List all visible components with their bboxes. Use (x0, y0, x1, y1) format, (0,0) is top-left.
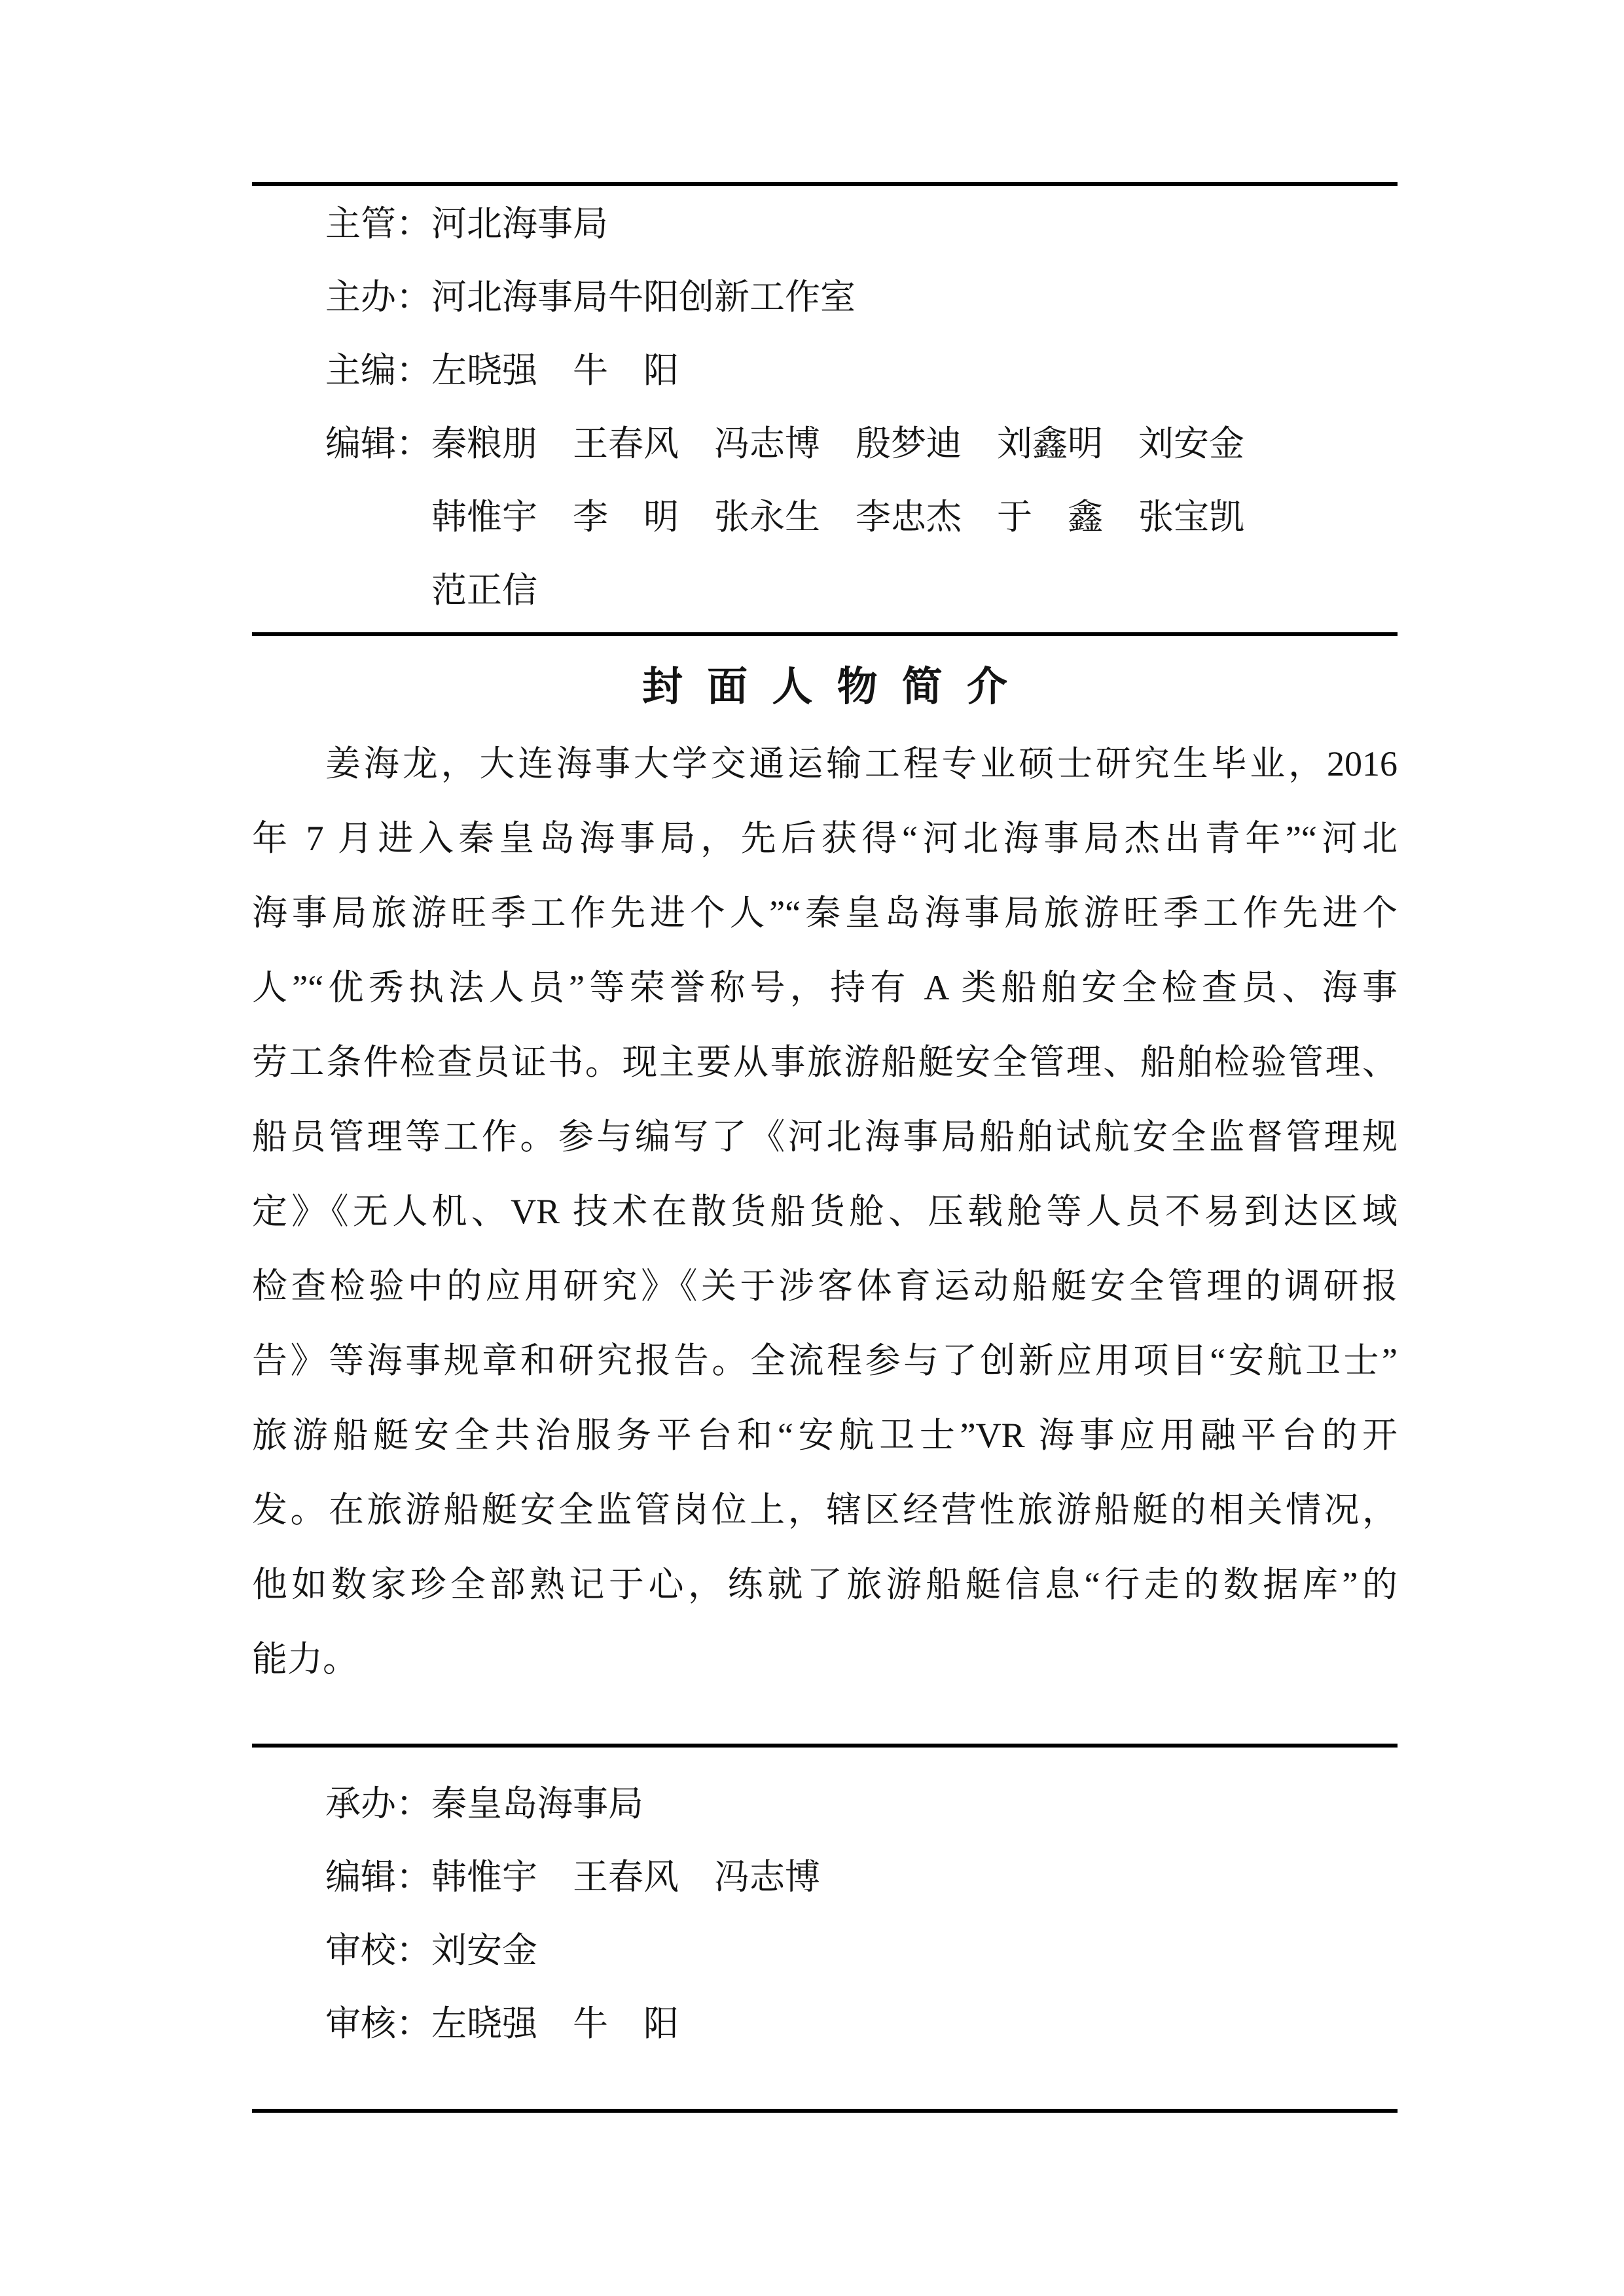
credit-value: 秦粮朋 王春风 冯志博 殷梦迪 刘鑫明 刘安金 (431, 424, 1244, 463)
profile-line: 海事局旅游旺季工作先进个人”“秦皇岛海事局旅游旺季工作先进个 (252, 893, 1398, 933)
divider-top (252, 182, 1398, 186)
masthead-row-supervisor (252, 187, 1398, 260)
divider-bottom (252, 2109, 1398, 2113)
masthead-row-organizer (252, 260, 1398, 334)
credit-value: 秦皇岛海事局 (431, 1784, 643, 1823)
credit-value: 范正信 (431, 571, 537, 610)
profile-line: 旅游船艇安全共治服务平台和“安航卫士”VR 海事应用融平台的开 (252, 1416, 1398, 1455)
profile-line: 劳工条件检查员证书。现主要从事旅游船艇安全管理、船舶检验管理、 (252, 1043, 1398, 1082)
credit-value: 左晓强 牛 阳 (431, 2004, 679, 2043)
profile-line: 船员管理等工作。参与编写了《河北海事局船舶试航安全监督管理规 (252, 1117, 1398, 1157)
masthead-row-editors-2 (252, 480, 1398, 554)
profile-line: 年 7 月进入秦皇岛海事局，先后获得“河北海事局杰出青年”“河北 (252, 819, 1398, 858)
masthead-row-chief-editor (252, 334, 1398, 407)
colophon-row-undertaker (252, 1767, 1398, 1840)
credit-value: 河北海事局牛阳创新工作室 (431, 278, 856, 317)
colophon-row-editors (252, 1840, 1398, 1914)
credit-label: 编辑： (325, 424, 431, 463)
credit-label: 主管： (325, 204, 431, 243)
profile-line: 人”“优秀执法人员”等荣誉称号，持有 A 类船舶安全检查员、海事 (252, 968, 1398, 1007)
section-title: 封面人物简介 (641, 665, 1032, 709)
divider-colophon-top (252, 1744, 1398, 1748)
profile-line: 姜海龙，大连海事大学交通运输工程专业硕士研究生毕业，2016 (325, 744, 1398, 783)
credit-value: 左晓强 牛 阳 (431, 351, 679, 390)
profile-line: 能力。 (252, 1640, 358, 1679)
profile-line: 检查检验中的应用研究》《关于涉客体育运动船艇安全管理的调研报 (252, 1266, 1398, 1306)
profile-line: 他如数家珍全部熟记于心，练就了旅游船艇信息“行走的数据库”的 (252, 1565, 1398, 1604)
credit-value: 韩惟宇 王春风 冯志博 (431, 1857, 820, 1897)
profile-paragraph (252, 726, 1398, 1696)
credit-label: 编辑： (325, 1857, 431, 1897)
masthead-row-editors-1 (252, 407, 1398, 480)
masthead-row-editors-3 (252, 554, 1398, 627)
colophon (252, 1767, 1398, 2060)
profile-line: 告》等海事规章和研究报告。全流程参与了创新应用项目“安航卫士” (252, 1341, 1398, 1380)
colophon-row-proofreader (252, 1914, 1398, 1987)
credit-value: 刘安金 (431, 1931, 537, 1970)
profile-line: 定》《无人机、VR 技术在散货船货舱、压载舱等人员不易到达区域 (252, 1192, 1398, 1231)
credit-label: 承办： (325, 1784, 431, 1823)
profile-line: 发。在旅游船艇安全监管岗位上，辖区经营性旅游船艇的相关情况， (252, 1490, 1398, 1530)
credit-label: 主办： (325, 278, 431, 317)
credit-value: 河北海事局 (431, 204, 608, 243)
credit-label: 审校： (325, 1931, 431, 1970)
credit-label: 主编： (325, 351, 431, 390)
masthead (252, 187, 1398, 627)
credit-label: 审核： (325, 2004, 431, 2043)
colophon-row-reviewer (252, 1987, 1398, 2060)
credit-value: 韩惟宇 李 明 张永生 李忠杰 于 鑫 张宝凯 (431, 497, 1244, 537)
divider-masthead-bottom (252, 632, 1398, 636)
